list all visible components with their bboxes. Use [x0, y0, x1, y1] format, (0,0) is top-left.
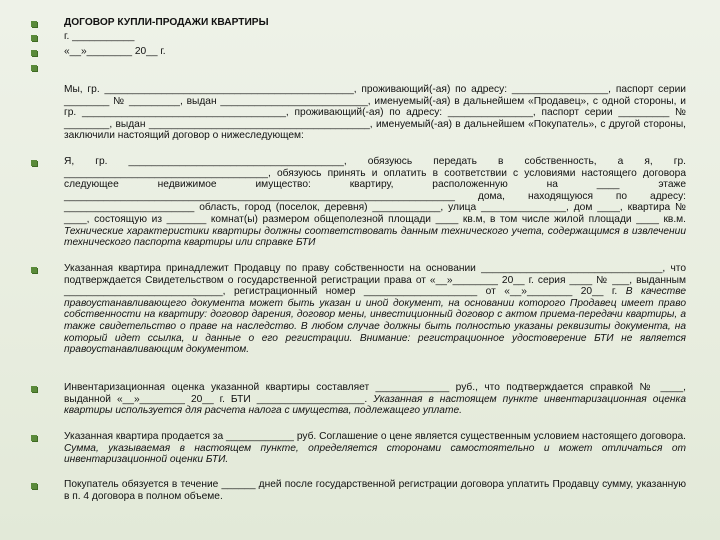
bullet-icon	[31, 435, 37, 441]
clause-valuation: Инвентаризационная оценка указанной квартиры составляет _____________ руб., что подтверждается справкой № ____, выданной «__»________ 20__ г. БТИ ___________________.	[64, 382, 686, 405]
bullet-icon	[31, 50, 37, 56]
clause-subject-note: Технические характеристики квартиры должны соответствовать данным технического учета, содержащимся в извлечении технического паспорта квартиры или справке БТИ	[64, 225, 686, 249]
city-line: г. ___________	[64, 31, 135, 42]
bullet-icon	[31, 21, 37, 27]
bullet-icon	[31, 35, 37, 41]
date-line: «__»________ 20__ г.	[64, 46, 166, 57]
clause-ownership: Указанная квартира принадлежит Продавцу по праву собственности на основании ________________________________, что подтверждается Свидетельством о государственной регистрации права от «__»________ 20__ г. серия ____ № ___, выданным ____________________________, регистрационный номер ____________________ от «__»________ 20__ г.	[64, 263, 686, 298]
clause-valuation-note: Указанная в настоящем пункте инвентаризационная оценка квартиры используется для расчета налога с имущества, подлежащего уплате.	[64, 393, 686, 417]
clause-payment: Покупатель обязуется в течение ______ дней после государственной регистрации договора уплатить Продавцу сумму, указанную в п. 4 договора в полном объеме.	[64, 479, 686, 502]
clause-subject: Я, гр. ______________________________________, обязуюсь передать в собственность, а я, гр. ____________________________________, обязуюсь принять и оплатить в соответствии с условиями настоящего договора следующее недвижимое имущество: квартиру, расположенную на ____ этаже _____________________________________________________________________ дома, находящуюся по адресу: _______________________ область, город (поселок, деревня) ____________, улица _______________, дом ____, квартира № ____, состоящую из _______ комнат(ы) размером общеполезной площади ____ кв.м, в том числе жилой площади ____ кв.м.	[64, 156, 686, 225]
clause-price-note: Сумма, указываемая в настоящем пункте, определяется сторонами самостоятельно и может отличаться от инвентаризационной оценки БТИ.	[64, 442, 686, 466]
parties-paragraph: Мы, гр. ____________________________________________, проживающий(-ая) по адресу: _________________, паспорт серии ________ № _________, выдан __________________________, именуемый(-ая) в дальнейшем «Продавец», с одной стороны, и гр. ____________________________________, проживающий(-ая) по адресу: _______________, паспорт серии _________ № ________, выдан _______________________________________, именуемый(-ая) в дальнейшем «Покупатель», с другой стороны, заключили настоящий договор о нижеследующем:	[64, 84, 686, 142]
bullet-icon	[31, 267, 37, 273]
clause-ownership-note: В качестве правоустанавливающего документа может быть указан и иной документ, на основании которого Продавец имеет право собственности на квартиру: договор дарения, договор мены, инвестиционный договор с актом приема-передачи квартиры, а также свидетельство о праве на наследство. В любом случае должны быть полностью указаны реквизиты документа, на который идет ссылка, и данные о его регистрации. Внимание: регистрационное удостоверение БТИ не является правоустанавливающим документом.	[64, 286, 686, 356]
bullet-icon	[31, 386, 37, 392]
bullet-icon	[31, 483, 37, 489]
clause-price: Указанная квартира продается за ____________ руб. Соглашение о цене является существенным условием настоящего договора.	[64, 431, 686, 442]
document-title: ДОГОВОР КУПЛИ-ПРОДАЖИ КВАРТИРЫ	[64, 17, 269, 28]
bullet-icon	[31, 160, 37, 166]
bullet-icon	[31, 65, 37, 71]
